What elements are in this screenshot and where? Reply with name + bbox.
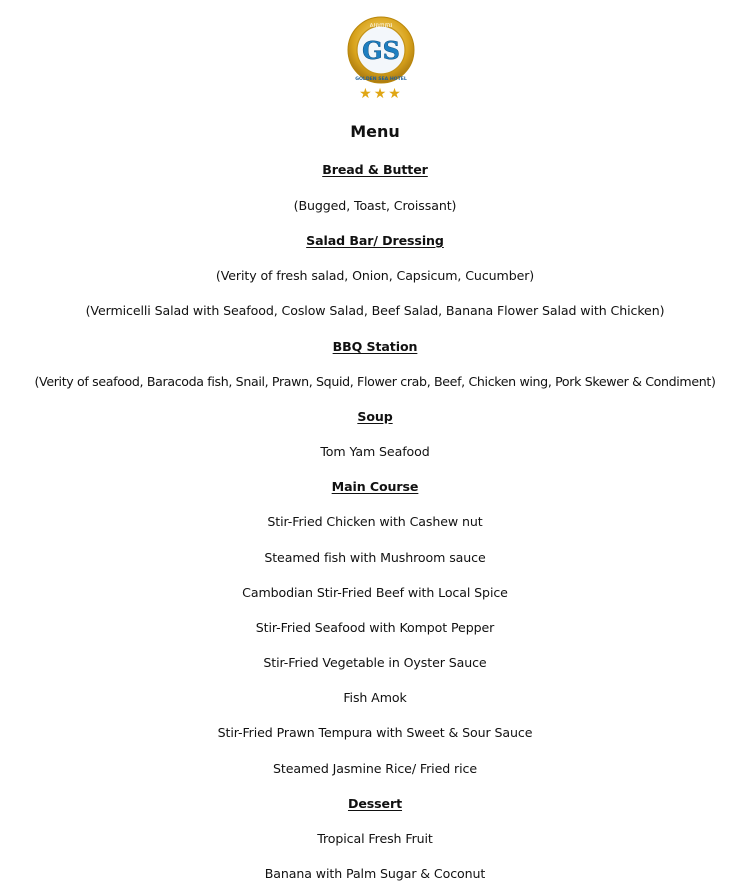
salad-line-1: (Verity of fresh salad, Onion, Capsicum, Cucumber) xyxy=(215,268,535,283)
logo-top-text: សណ្ឋាគារ xyxy=(369,22,393,29)
main-course-item: Stir-Fried Seafood with Kompot Pepper xyxy=(255,620,495,635)
hotel-logo xyxy=(345,14,417,100)
bbq-heading: BBQ Station xyxy=(332,339,418,354)
main-course-item: Steamed Jasmine Rice/ Fried rice xyxy=(273,761,477,776)
main-course-heading: Main Course xyxy=(331,479,419,494)
logo-stars: ★★★ xyxy=(359,86,403,100)
bread-items: (Bugged, Toast, Croissant) xyxy=(293,198,457,213)
dessert-heading: Dessert xyxy=(347,796,403,811)
logo-arc-text: GOLDEN SEA HOTEL xyxy=(355,77,407,82)
main-course-item: Stir-Fried Prawn Tempura with Sweet & Sour Sauce xyxy=(217,725,533,740)
bread-heading: Bread & Butter xyxy=(322,162,428,177)
main-course-item: Fish Amok xyxy=(343,690,407,705)
main-course-item: Steamed fish with Mushroom sauce xyxy=(264,550,486,565)
main-course-item: Stir-Fried Vegetable in Oyster Sauce xyxy=(263,655,487,670)
main-course-item: Stir-Fried Chicken with Cashew nut xyxy=(267,514,483,529)
soup-item: Tom Yam Seafood xyxy=(320,444,430,459)
soup-heading: Soup xyxy=(357,409,393,424)
salad-heading: Salad Bar/ Dressing xyxy=(306,233,444,248)
bbq-items: (Verity of seafood, Baracoda fish, Snail, Prawn, Squid, Flower crab, Beef, Chicken wing, Pork Skewer & Condiment) xyxy=(34,374,716,389)
salad-line-2: (Vermicelli Salad with Seafood, Coslow Salad, Beef Salad, Banana Flower Salad with Chicken) xyxy=(85,303,665,318)
logo-initials: GS xyxy=(362,36,400,65)
menu-title: Menu xyxy=(350,122,400,141)
main-course-item: Cambodian Stir-Fried Beef with Local Spice xyxy=(242,585,508,600)
dessert-item: Tropical Fresh Fruit xyxy=(317,831,433,846)
dessert-item: Banana with Palm Sugar & Coconut xyxy=(264,866,486,881)
